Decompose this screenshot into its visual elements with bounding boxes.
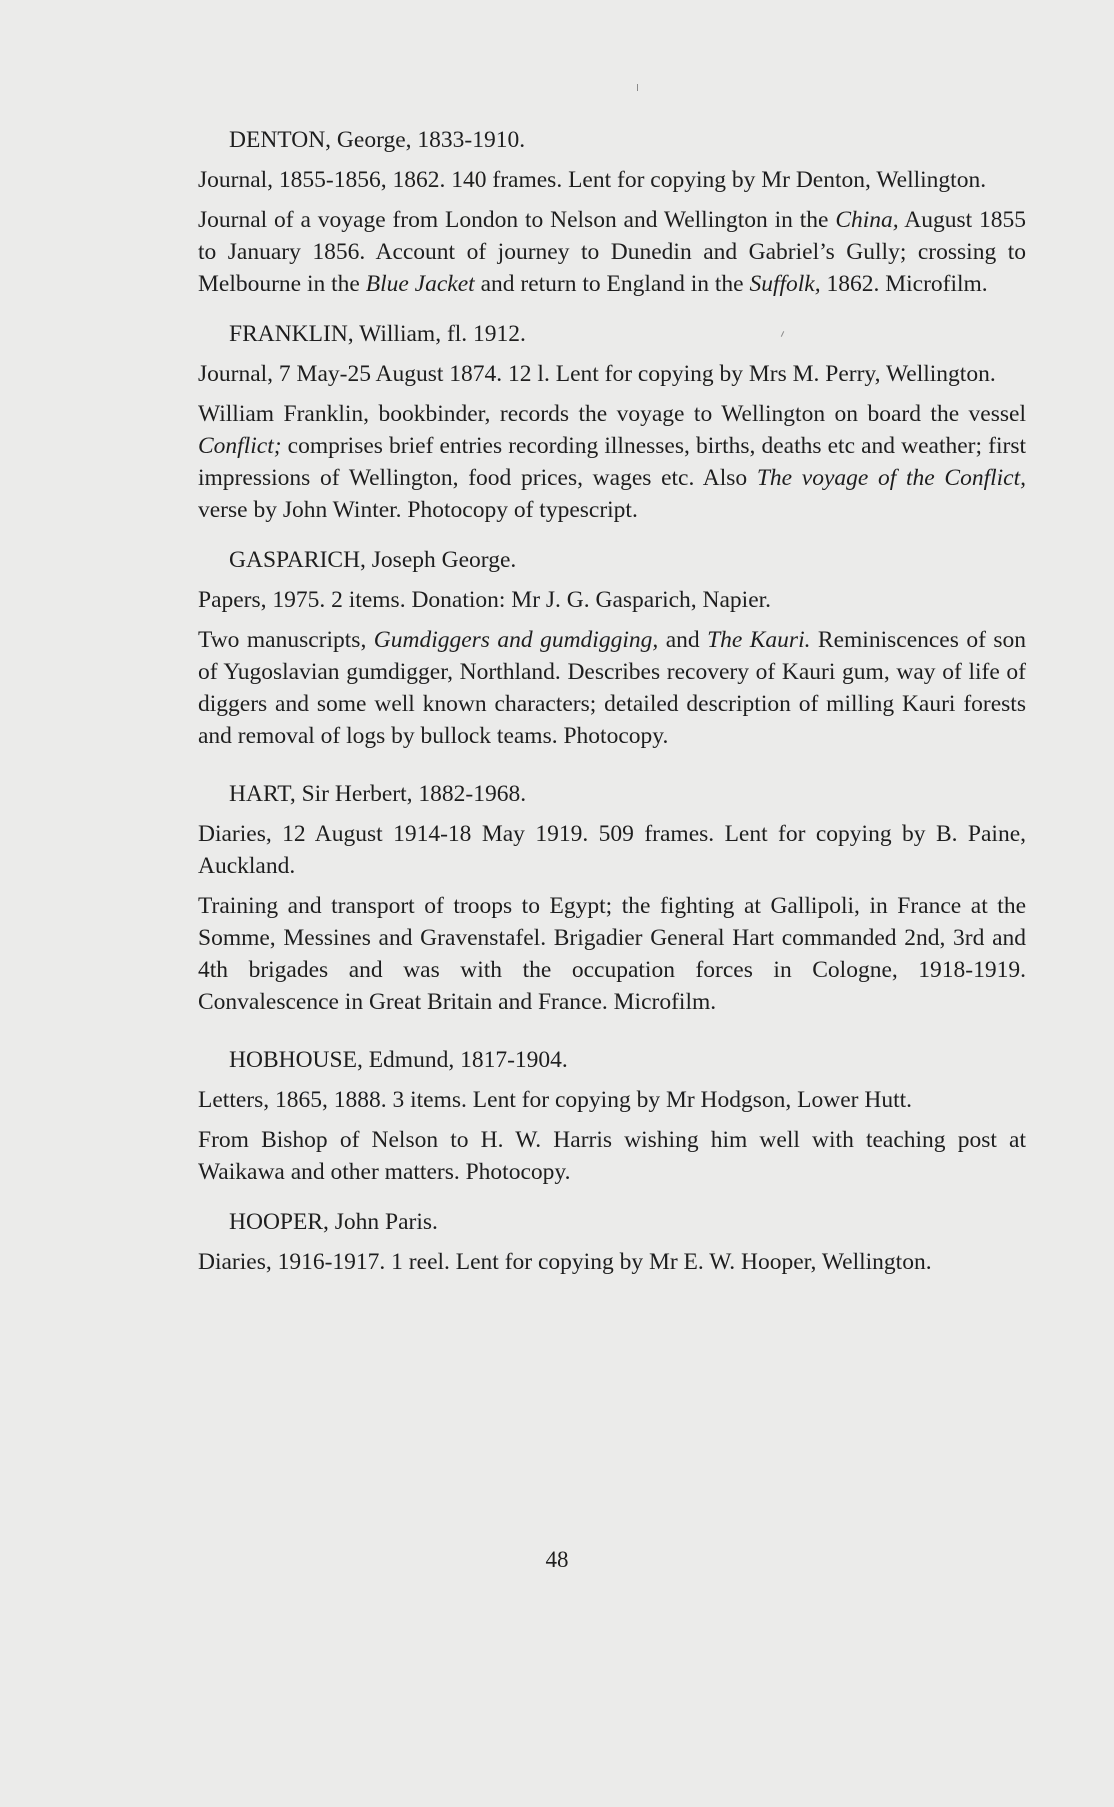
text-run: Two manuscripts, [198,627,374,653]
text-run: Diaries, 12 August 1914-18 May 1919. 509 frames. Lent for copying by B. Paine, Auckland. [198,821,1026,879]
italic-title: China, [835,207,899,233]
text-run: comprises brief entries recording illnesses, births, deaths etc and weather; first impressions of Wellington, food prices, wages etc. Also [198,433,1026,491]
text-run: Journal of a voyage from London to Nelson and Wellington in the [198,207,836,233]
entry-summary [198,1124,1026,1188]
entry-heading: FRANKLIN, William, fl. 1912. [229,321,526,347]
text-run: Letters, 1865, 1888. 3 items. Lent for copying by Mr Hodgson, Lower Hutt. [198,1087,913,1113]
catalogue-text [198,124,1026,1286]
entry-heading: HART, Sir Herbert, 1882-1968. [229,781,527,807]
catalogue-entry [198,124,1026,300]
text-run: William Franklin, bookbinder, records the voyage to Wellington on board the vessel [198,401,1026,427]
text-run: 1862. Microfilm. [820,271,988,297]
entry-summary [198,890,1026,1018]
catalogue-entry [198,318,1026,526]
entry-description [198,164,1026,196]
entry-summary [198,624,1026,752]
text-run: Reminiscences of son of Yugoslavian gumdigger, Northland. Describes recovery of Kauri gum, way of life of diggers and some well known characters; detailed description of milling Kauri forests and removal of logs by bullock teams. Photocopy. [198,627,1026,749]
italic-title: Conflict; [198,433,282,459]
entry-summary [198,204,1026,300]
scan-speck [637,84,638,91]
entry-description [198,358,1026,390]
text-run: and [658,627,708,653]
italic-title: The voyage of the Conflict, [756,465,1026,491]
text-run: Papers, 1975. 2 items. Donation: Mr J. G. Gasparich, Napier. [198,587,772,613]
entry-summary [198,398,1026,526]
text-run: Journal, 7 May-25 August 1874. 12 l. Lent for copying by Mrs M. Perry, Wellington. [198,361,996,387]
entry-heading: HOOPER, John Paris. [229,1209,438,1235]
italic-title: Gumdiggers and gumdigging, [373,627,659,653]
text-run: Journal, 1855-1856, 1862. 140 frames. Lent for copying by Mr Denton, Wellington. [198,167,987,193]
entry-description [198,1084,1026,1116]
entry-heading: HOBHOUSE, Edmund, 1817-1904. [229,1047,568,1073]
catalogue-entry [198,1044,1026,1188]
text-run: verse by John Winter. Photocopy of typescript. [198,497,638,523]
text-run: From Bishop of Nelson to H. W. Harris wishing him well with teaching post at Waikawa and other matters. Photocopy. [198,1127,1026,1185]
entry-heading: GASPARICH, Joseph George. [229,547,517,573]
italic-title: Suffolk, [749,271,821,297]
italic-title: Blue Jacket [365,271,475,297]
text-run: August 1855 to January 1856. Account of journey to Dunedin and Gabriel’s Gully; crossing to Melbourne in the [198,207,1026,297]
text-run: Diaries, 1916-1917. 1 reel. Lent for copying by Mr E. W. Hooper, Wellington. [198,1249,932,1275]
entry-description [198,818,1026,882]
page-number: 48 [545,1547,569,1572]
entry-description [198,1246,1026,1278]
catalogue-entry [198,544,1026,752]
entry-heading: DENTON, George, 1833-1910. [229,127,526,153]
text-run: and return to England in the [474,271,750,297]
italic-title: The Kauri. [707,627,811,653]
catalogue-entry [198,778,1026,1018]
entry-description [198,584,1026,616]
text-run: Training and transport of troops to Egypt; the fighting at Gallipoli, in France at the Somme, Messines and Gravenstafel. Brigadier General Hart commanded 2nd, 3rd and 4th brigades and was with the occupation forces in Cologne, 1918-1919. Convalescence in Great Britain and France. Microfilm. [198,893,1026,1015]
catalogue-entry [198,1206,1026,1278]
